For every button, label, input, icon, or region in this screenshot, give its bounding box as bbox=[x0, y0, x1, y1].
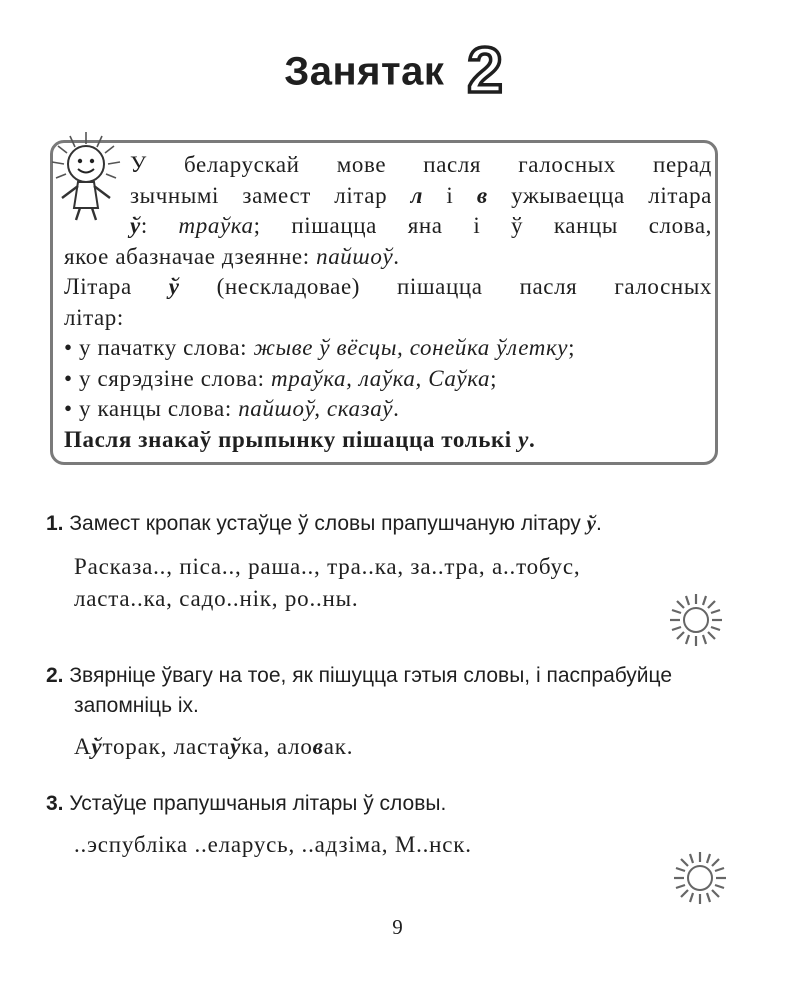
lesson-number-text: 2 bbox=[467, 40, 503, 104]
rule-line: якое абазначае дзеянне: пайшоў. bbox=[64, 243, 400, 269]
task-2 bbox=[46, 661, 672, 763]
page-number: 9 bbox=[392, 915, 403, 939]
rule-text bbox=[64, 150, 712, 455]
task-3 bbox=[46, 789, 472, 861]
lesson-number bbox=[459, 40, 511, 104]
rule-line: зычнымі замест літар л і в ужываецца літара bbox=[130, 182, 712, 208]
task-instruction: 3. Устаўце прапушчаныя літары ў словы. bbox=[46, 792, 447, 815]
rule-line: літар: bbox=[64, 304, 124, 330]
rule-bullet: • у пачатку слова: жыве ў вёсцы, сонейка ўлетку; bbox=[64, 335, 576, 360]
sun-icon bbox=[672, 850, 728, 906]
exercise-line: ласта..ка, садо..нік, ро..ны. bbox=[74, 586, 359, 611]
task-instruction: 1. Замест кропак устаўце ў словы прапушчаную літару ў. bbox=[46, 511, 602, 535]
task-exercise bbox=[46, 829, 472, 861]
task-instruction-line2: запомніць іх. bbox=[74, 694, 199, 717]
task-exercise bbox=[46, 551, 602, 615]
exercise-line: Расказа.., піса.., раша.., тра..ка, за..тра, а..тобус, bbox=[74, 554, 581, 579]
task-1 bbox=[46, 508, 602, 615]
lesson-title-word: Занятак bbox=[284, 49, 445, 94]
rule-final-line: Пасля знакаў прыпынку пішацца толькі у. bbox=[64, 426, 536, 452]
lesson-title bbox=[0, 40, 795, 104]
exercise-line: ..эспубліка ..еларусь, ..адзіма, М..нск. bbox=[74, 832, 472, 857]
rule-line: ў: траўка; пішацца яна і ў канцы слова, bbox=[130, 213, 712, 238]
sun-icon bbox=[668, 592, 724, 648]
rule-bullet: • у сярэдзіне слова: траўка, лаўка, Саўка; bbox=[64, 365, 498, 391]
task-exercise: Аўторак, ластаўка, аловак. bbox=[74, 734, 354, 759]
rule-line: Літара ў (нескладовае) пішацца пасля галосных bbox=[64, 274, 712, 299]
rule-bullet: • у канцы слова: пайшоў, сказаў. bbox=[64, 396, 400, 421]
task-instruction: 2. Звярніце ўвагу на тое, як пішуцца гэтыя словы, і паспрабуйце bbox=[46, 664, 673, 687]
rule-line: У беларускай мове пасля галосных перад bbox=[130, 152, 712, 177]
